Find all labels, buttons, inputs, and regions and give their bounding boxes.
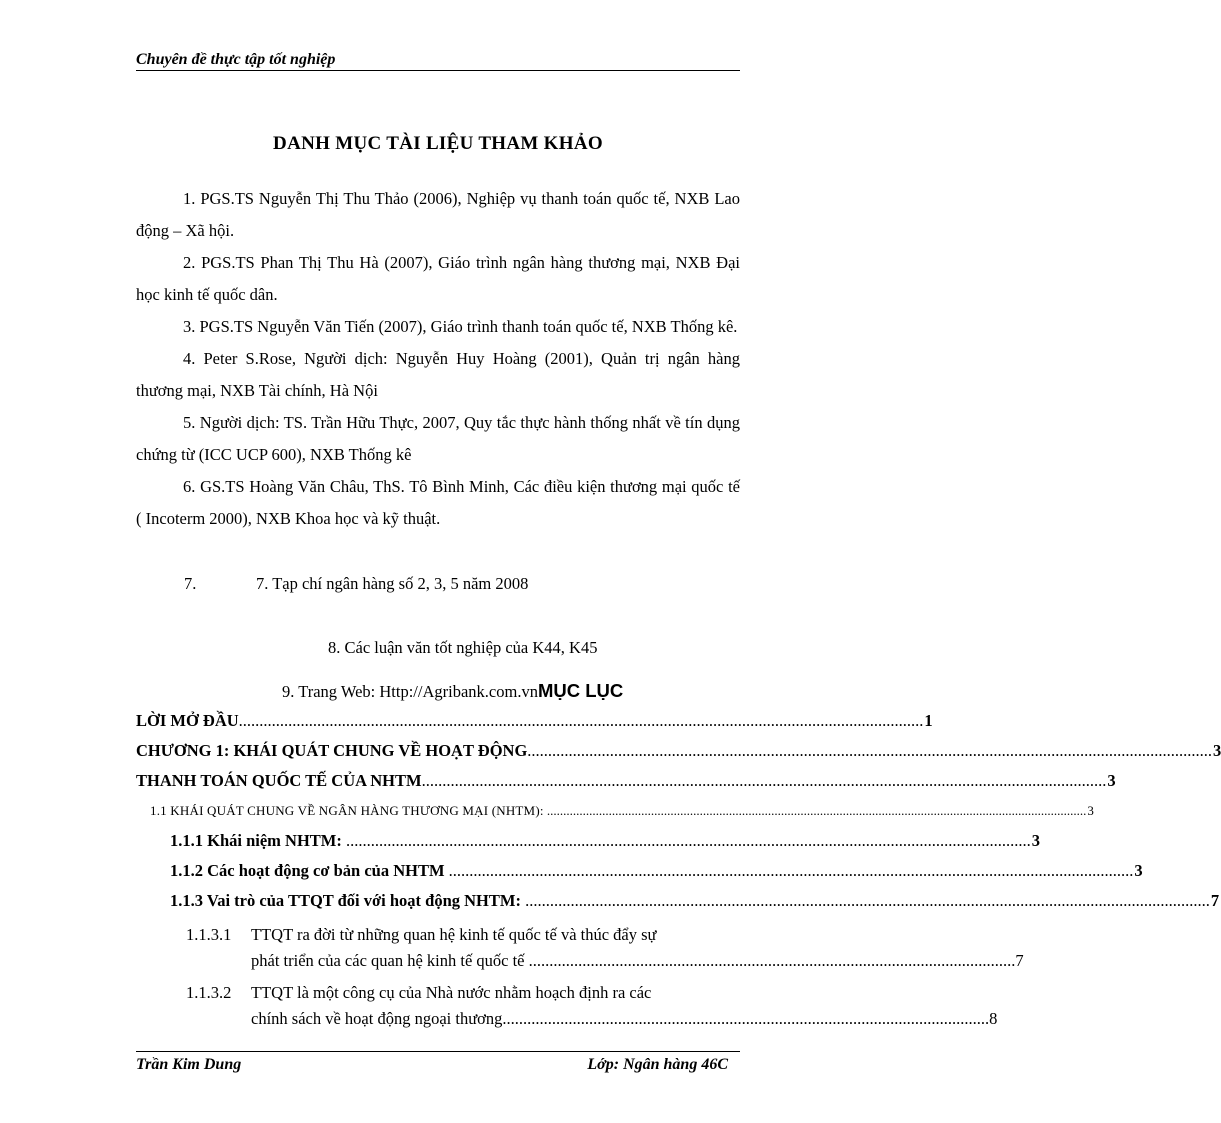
- reference-item-9-line: [282, 680, 623, 703]
- toc-title: MỤC LỤC: [537, 680, 624, 701]
- toc-entry-page: 1: [924, 711, 933, 730]
- toc-entry-text: LỜI MỞ ĐẦU: [136, 711, 239, 730]
- toc-entry-text: 1.1.1 Khái niệm NHTM:: [170, 831, 342, 850]
- reference-item: 2. PGS.TS Phan Thị Thu Hà (2007), Giáo trình ngân hàng thương mại, NXB Đại học kinh tế quốc dân.: [136, 253, 740, 304]
- reference-item-7: 7. Tạp chí ngân hàng số 2, 3, 5 năm 2008: [256, 574, 529, 593]
- toc-entry-page: 7: [1210, 891, 1220, 910]
- toc-entry-text: CHƯƠNG 1: KHÁI QUÁT CHUNG VỀ HOẠT ĐỘNG: [136, 741, 528, 760]
- page-header: [136, 50, 740, 71]
- toc-entry[interactable]: [136, 886, 1220, 916]
- reference-item: 5. Người dịch: TS. Trần Hữu Thực, 2007, Quy tắc thực hành thống nhất về tín dụng chứng từ (ICC UCP 600), NXB Thống kê: [136, 413, 740, 464]
- toc-entry-page: 3: [1213, 741, 1221, 760]
- reference-item-9: 9. Trang Web: Http://Agribank.com.vn: [282, 682, 538, 701]
- reference-list: [136, 183, 740, 535]
- reference-item-8: 8. Các luận văn tốt nghiệp của K44, K45: [328, 638, 598, 657]
- header-title: Chuyên đề thực tập tốt nghiệp: [136, 51, 336, 68]
- page-title: DANH MỤC TÀI LIỆU THAM KHẢO: [273, 133, 603, 154]
- toc-leader-dots: ......................................................................................................................................................................: [543, 803, 1087, 818]
- toc-entry[interactable]: [136, 766, 1116, 796]
- toc-entry-text-cont: phát triển của các quan hệ kinh tế quốc tế: [251, 951, 525, 970]
- toc-leader-dots: ......................................................................................................................................................................: [238, 711, 924, 730]
- toc-leader-dots: ......................................................................................................................: [502, 1009, 990, 1028]
- toc-entry-text: TTQT ra đời từ những quan hệ kinh tế quốc tế và thúc đẩy sự: [251, 925, 657, 944]
- reference-item: 6. GS.TS Hoàng Văn Châu, ThS. Tô Bình Minh, Các điều kiện thương mại quốc tế ( Incoterm 2000), NXB Khoa học và kỹ thuật.: [136, 477, 740, 528]
- footer-author: Trần Kim Dung: [136, 1056, 242, 1073]
- toc-entry-page: 3: [1107, 771, 1116, 790]
- toc-entry[interactable]: [136, 736, 1221, 766]
- toc-entry-number: 1.1.3.1: [186, 925, 232, 944]
- reference-item: 3. PGS.TS Nguyễn Văn Tiến (2007), Giáo trình thanh toán quốc tế, NXB Thống kê.: [183, 317, 738, 336]
- toc-leader-dots: ......................................................................................................................................................................: [527, 741, 1213, 760]
- toc-entry[interactable]: [136, 922, 1024, 974]
- toc-entry-text: 1.1.2 Các hoạt động cơ bản của NHTM: [170, 861, 445, 880]
- toc-entry-text: 1.1 KHÁI QUÁT CHUNG VỀ NGÂN HÀNG THƯƠNG MẠI (NHTM):: [150, 803, 544, 818]
- toc-entry-number: 1.1.3.2: [186, 983, 232, 1002]
- toc-entry-page: 8: [989, 1009, 998, 1028]
- toc-entry[interactable]: [136, 826, 1040, 856]
- toc-entry-text-cont: chính sách về hoạt động ngoại thương: [251, 1009, 503, 1028]
- toc-entry-text: 1.1.3 Vai trò của TTQT đối với hoạt động NHTM:: [170, 891, 521, 910]
- toc-entry[interactable]: [136, 856, 1143, 886]
- toc-leader-dots: ......................................................................................................................: [524, 951, 1016, 970]
- footer-class: Lớp: Ngân hàng 46C: [587, 1056, 728, 1073]
- toc-entry[interactable]: [136, 980, 998, 1032]
- toc-entry-page: 7: [1015, 951, 1024, 970]
- toc-entry[interactable]: [136, 706, 933, 736]
- toc-entry[interactable]: [136, 796, 1095, 826]
- page-footer: [136, 1051, 740, 1074]
- reference-item: 1. PGS.TS Nguyễn Thị Thu Thảo (2006), Nghiệp vụ thanh toán quốc tế, NXB Lao động – Xã hội.: [136, 189, 740, 240]
- toc-entry-text: THANH TOÁN QUỐC TẾ CỦA NHTM: [136, 771, 422, 790]
- toc-leader-dots: ......................................................................................................................................................................: [444, 861, 1134, 880]
- reference-item: 4. Peter S.Rose, Người dịch: Nguyễn Huy Hoàng (2001), Quản trị ngân hàng thương mại, NXB Tài chính, Hà Nội: [136, 349, 740, 400]
- toc-leader-dots: ......................................................................................................................................................................: [520, 891, 1210, 910]
- toc-leader-dots: ......................................................................................................................................................................: [421, 771, 1107, 790]
- toc-entry-text: TTQT là một công cụ của Nhà nước nhằm hoạch định ra các: [251, 983, 652, 1002]
- toc-entry-page: 3: [1031, 831, 1040, 850]
- toc-entry-page: 3: [1134, 861, 1143, 880]
- reference-item-7-number: 7.: [184, 574, 197, 593]
- table-of-contents: [136, 706, 1221, 1032]
- toc-leader-dots: ......................................................................................................................................................................: [341, 831, 1031, 850]
- toc-entry-page: 3: [1087, 803, 1095, 818]
